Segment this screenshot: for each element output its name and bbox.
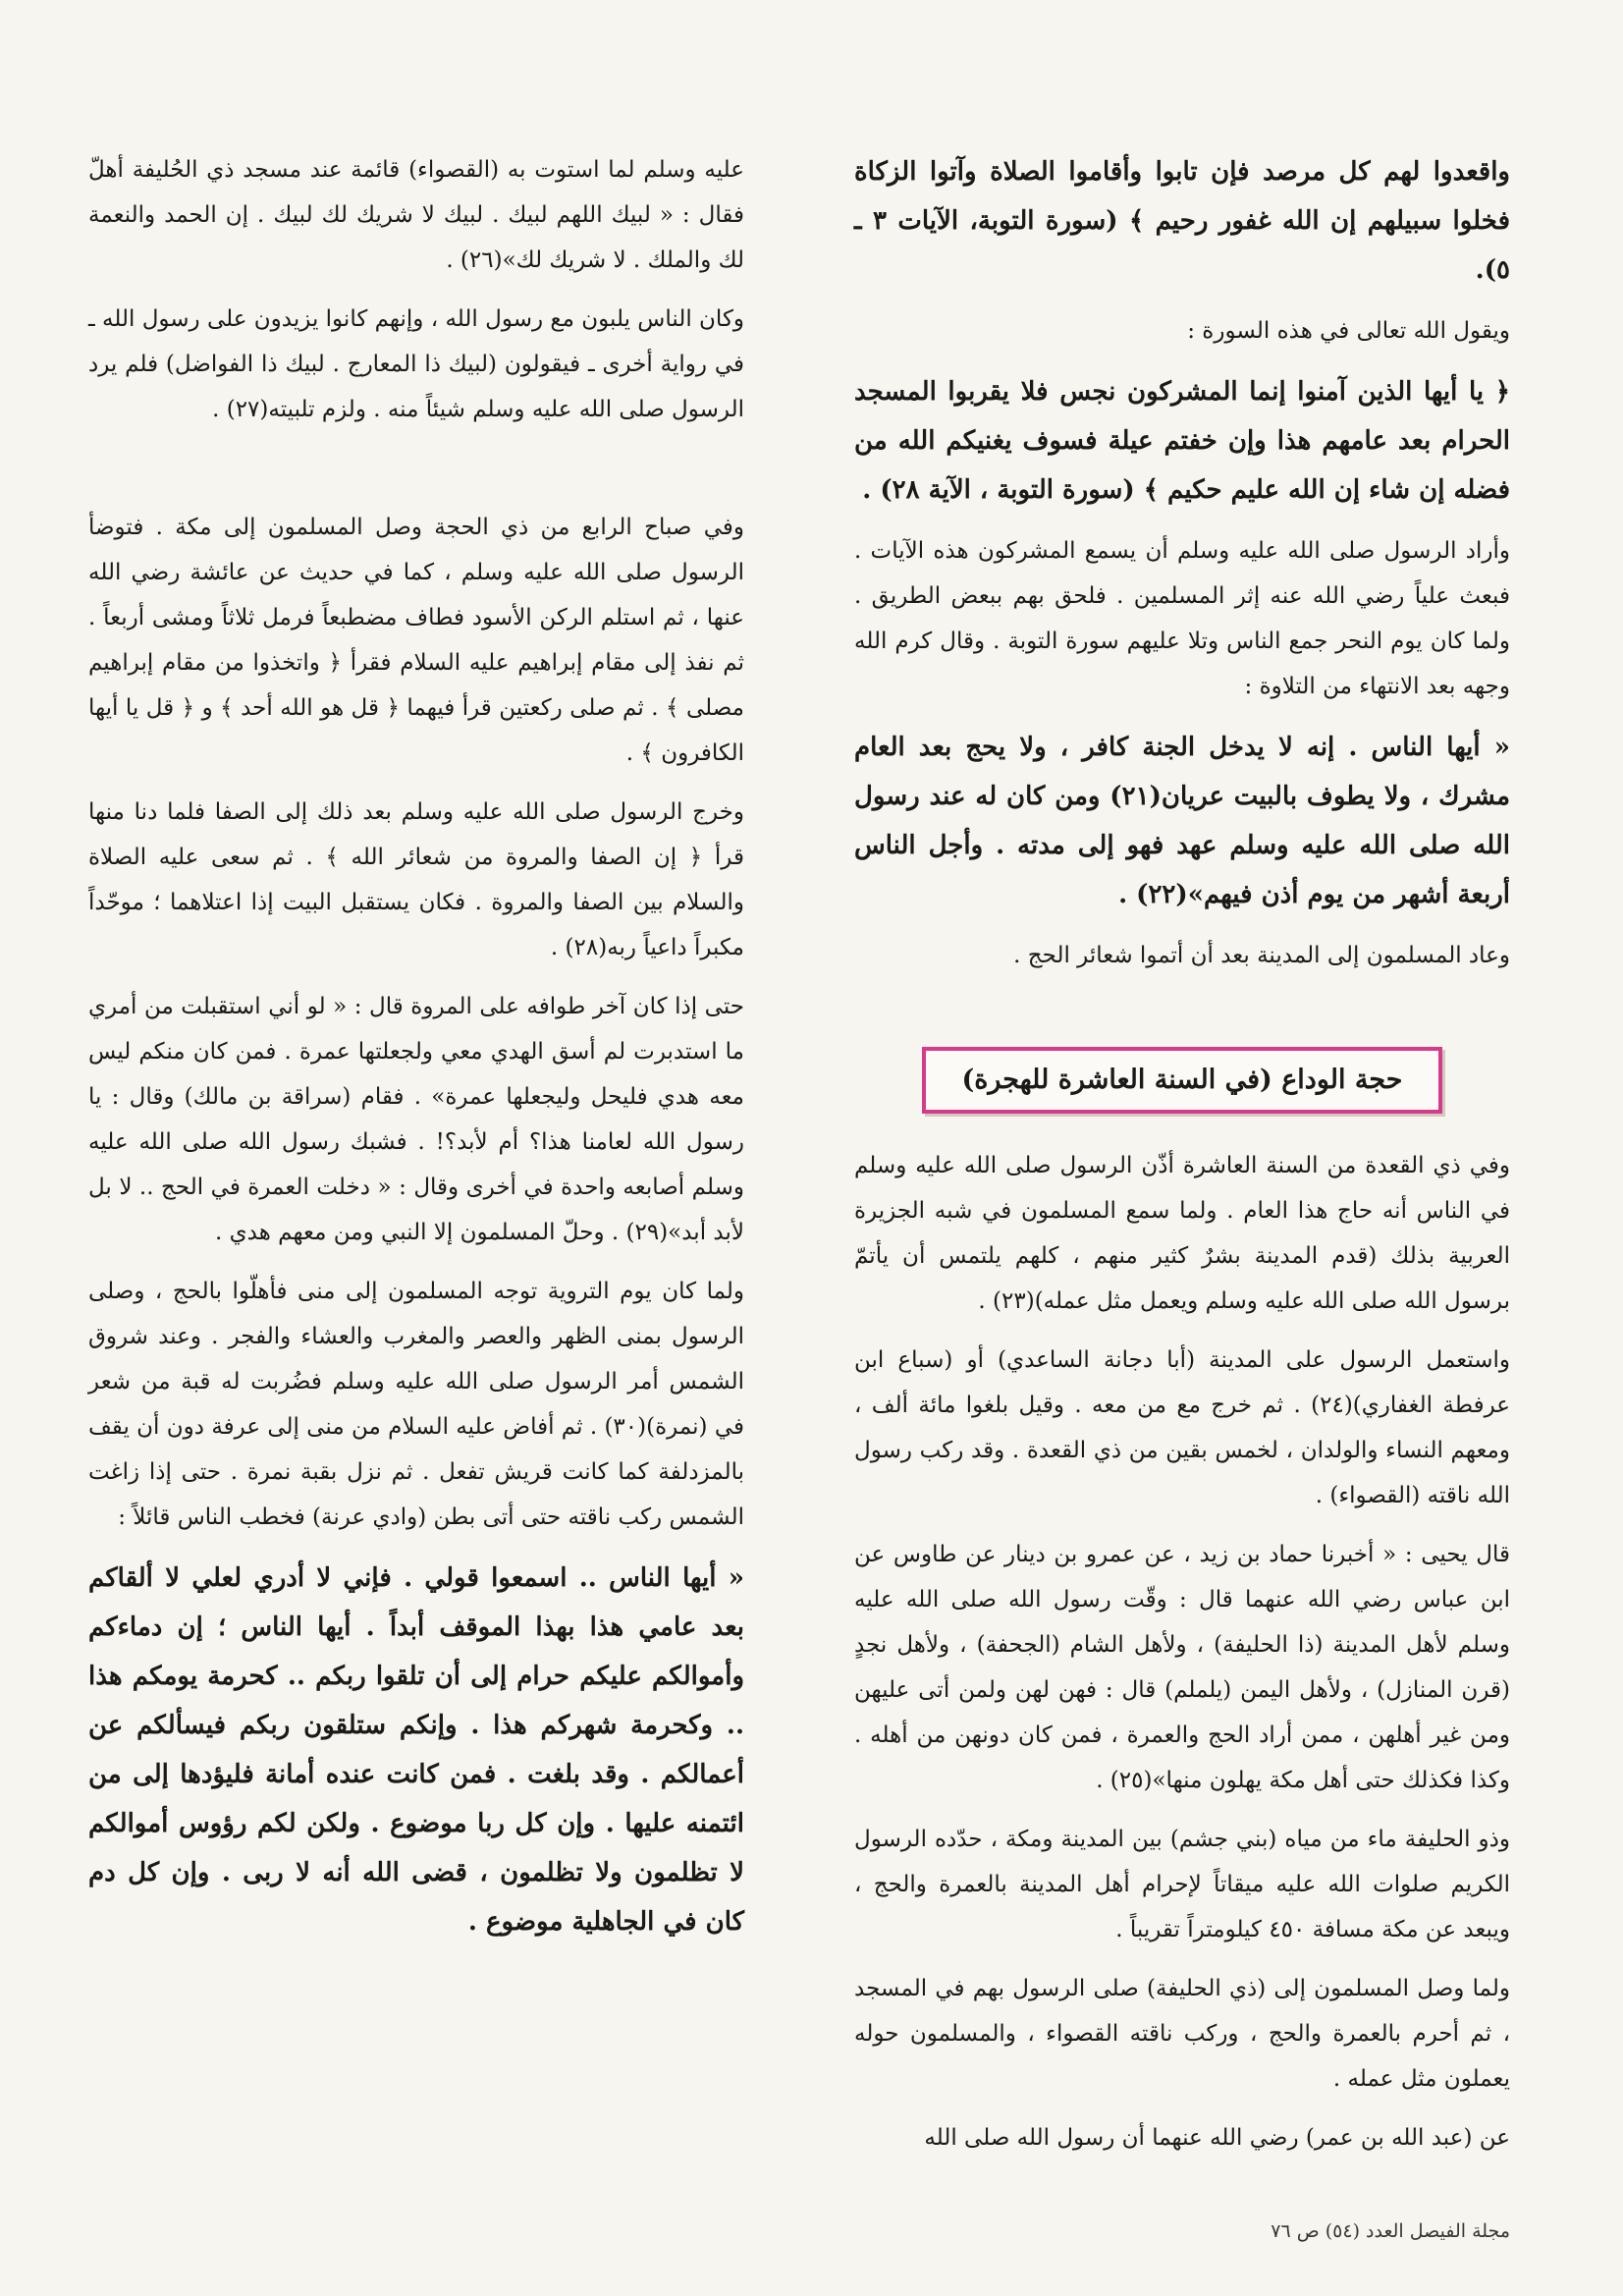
talbiyah-paragraph: عليه وسلم لما استوت به (القصواء) قائمة عند مسجد ذي الحُليفة أهلّ فقال : « لبيك اللهم لبيك . لبيك لا شريك لك لبيك . إن الحمد والنعمة لك والملك . لا شريك لك»(٢٦) . bbox=[88, 157, 744, 273]
paragraph: ويقول الله تعالى في هذه السورة : bbox=[1187, 318, 1510, 344]
page-footer: مجلة الفيصل العدد (٥٤) ص ٧٦ bbox=[1271, 2220, 1510, 2242]
paragraph: وفي صباح الرابع من ذي الحجة وصل المسلمون إلى مكة . فتوضأ الرسول صلى الله عليه وسلم ، كما في حديث عن عائشة رضي الله عنها ، ثم استلم الركن الأسود فطاف مضطبعاً فرمل ثلاثاً ومشى أربعاً . ثم نفذ إلى مقام إبراهيم عليه السلام فقرأ ﴿ واتخذوا من مقام إبراهيم مصلى ﴾ . ثم صلى ركعتين قرأ فيهما ﴿ قل هو الله أحد ﴾ و ﴿ قل يا أيها الكافرون ﴾ . bbox=[88, 515, 744, 766]
paragraph: ولما وصل المسلمون إلى (ذي الحليفة) صلى الرسول بهم في المسجد ، ثم أحرم بالعمرة والحج ، وركب ناقته القصواء ، والمسلمون حوله يعملون مثل عمله . bbox=[854, 1976, 1510, 2092]
ali-proclamation: « أيها الناس . إنه لا يدخل الجنة كافر ، ولا يحج بعد العام مشرك ، ولا يطوف بالبيت عريان(٢١) ومن كان له عند رسول الله صلى الله عليه وسلم عهد فهو إلى مدته . وأجل الناس أربعة أشهر من يوم أذن فيهم»(٢٢) . bbox=[854, 733, 1511, 909]
quran-verse-tawbah-28: ﴿ يا أيها الذين آمنوا إنما المشركون نجس فلا يقربوا المسجد الحرام بعد عامهم هذا وإن خفتم عيلة فسوف يغنيكم الله من فضله إن شاء إن الله عليم حكيم ﴾ (سورة التوبة ، الآية ٢٨) . bbox=[854, 377, 1510, 505]
right-column bbox=[854, 147, 1510, 2174]
farewell-sermon: « أيها الناس .. اسمعوا قولي . فإني لا أدري لعلي لا ألقاكم بعد عامي هذا بهذا الموقف أبداً . أيها الناس ؛ إن دماءكم وأموالكم عليكم حرام إلى أن تلقوا ربكم .. كحرمة يومكم هذا .. وكحرمة شهركم هذا . وإنكم ستلقون ربكم فيسألكم عن أعمالكم . وقد بلغت . فمن كانت عنده أمانة فليؤدها إلى من ائتمنه عليها . وإن كل ربا موضوع . ولكن لكم رؤوس أموالكم لا تظلمون ولا تظلمون ، قضى الله أنه لا ربى . وإن كل دم كان في الجاهلية موضوع . bbox=[88, 1563, 744, 1937]
paragraph: وعاد المسلمون إلى المدينة بعد أن أتموا شعائر الحج . bbox=[1013, 943, 1510, 968]
quran-verse-tawbah-5: واقعدوا لهم كل مرصد فإن تابوا وأقاموا الصلاة وآتوا الزكاة فخلوا سبيلهم إن الله غفور رحيم ﴾ (سورة التوبة، الآيات ٣ ـ ٥). bbox=[854, 157, 1511, 285]
paragraph: عن (عبد الله بن عمر) رضي الله عنهما أن رسول الله صلى الله bbox=[924, 2125, 1510, 2151]
section-heading: حجة الوداع (في السنة العاشرة للهجرة) bbox=[922, 1047, 1441, 1114]
paragraph: وذو الحليفة ماء من مياه (بني جشم) بين المدينة ومكة ، حدّده الرسول الكريم صلوات الله عليه ميقاتاً لإحرام أهل المدينة بالعمرة والحج ، ويبعد عن مكة مسافة ٤٥٠ كيلومتراً تقريباً . bbox=[854, 1827, 1510, 1942]
paragraph: وفي ذي القعدة من السنة العاشرة أذّن الرسول صلى الله عليه وسلم في الناس أنه حاج هذا العام . ولما سمع المسلمون في شبه الجزيرة العربية بذلك (قدم المدينة بشرٌ كثير منهم ، كلهم يلتمس أن يأتمّ برسول الله صلى الله عليه وسلم ويعمل مثل عمله)(٢٣) . bbox=[854, 1153, 1510, 1314]
paragraph: واستعمل الرسول على المدينة (أبا دجانة الساعدي) أو (سباع ابن عرفطة الغفاري)(٢٤) . ثم خرج مع من معه . وقيل بلغوا مائة ألف ، ومعهم النساء والولدان ، لخمس بقين من ذي القعدة . وقد ركب رسول الله ناقته (القصواء) . bbox=[854, 1347, 1510, 1508]
paragraph: ولما كان يوم التروية توجه المسلمون إلى منى فأهلّوا بالحج ، وصلى الرسول بمنى الظهر والعصر والمغرب والعشاء والفجر . وعند شروق الشمس أمر الرسول صلى الله عليه وسلم فضُربت له قبة من شعر في (نمرة)(٣٠) . ثم أفاض عليه السلام من منى إلى عرفة دون أن يقف بالمزدلفة كما كانت قريش تفعل . ثم نزل بقبة نمرة . حتى إذا زاغت الشمس ركب ناقته حتى أتى بطن (وادي عرنة) فخطب الناس قائلاً : bbox=[88, 1279, 744, 1530]
paragraph: وخرج الرسول صلى الله عليه وسلم بعد ذلك إلى الصفا فلما دنا منها قرأ ﴿ إن الصفا والمروة من شعائر الله ﴾ . ثم سعى عليه الصلاة والسلام بين الصفا والمروة . فكان يستقبل البيت إذا اعتلاهما ؛ موحّداً مكبراً داعياً ربه(٢٨) . bbox=[88, 799, 744, 960]
paragraph: وكان الناس يلبون مع رسول الله ، وإنهم كانوا يزيدون على رسول الله ـ في رواية أخرى ـ فيقولون (لبيك ذا المعارج . لبيك ذا الفواضل) فلم يرد الرسول صلى الله عليه وسلم شيئاً منه . ولزم تلبيته(٢٧) . bbox=[87, 306, 744, 422]
paragraph: وأراد الرسول صلى الله عليه وسلم أن يسمع المشركون هذه الآيات . فبعث علياً رضي الله عنه إثر المسلمين . فلحق بهم ببعض الطريق . ولما كان يوم النحر جمع الناس وتلا عليهم سورة التوبة . وقال كرم الله وجهه بعد الانتهاء من التلاوة : bbox=[854, 538, 1510, 699]
paragraph: قال يحيى : « أخبرنا حماد بن زيد ، عن عمرو بن دينار عن طاوس عن ابن عباس رضي الله عنهما قال : وقّت رسول الله صلى الله عليه وسلم لأهل المدينة (ذا الحليفة) ، ولأهل الشام (الجحفة) ، ولأهل نجدٍ (قرن المنازل) ، ولأهل اليمن (يلملم) قال : فهن لهن ولمن أتى عليهن ومن غير أهلهن ، ممن أراد الحج والعمرة ، فمن كان دونهن من أهله . وكذا فكذلك حتى أهل مكة يهلون منها»(٢٥) . bbox=[854, 1542, 1510, 1793]
left-column bbox=[88, 147, 744, 1960]
section-heading-wrap bbox=[854, 1047, 1510, 1114]
paragraph: حتى إذا كان آخر طوافه على المروة قال : « لو أني استقبلت من أمري ما استدبرت لم أسق الهدي معي ولجعلتها عمرة . فمن كان منكم ليس معه هدي فليحل وليجعلها عمرة» . فقام (سراقة بن مالك) وقال : يا رسول الله لعامنا هذا؟ أم لأبد؟! . فشبك رسول الله صلى الله عليه وسلم أصابعه واحدة في أخرى وقال : « دخلت العمرة في الحج .. لا بل لأبد أبد»(٢٩) . وحلّ المسلمون إلا النبي ومن معهم هدي . bbox=[88, 994, 744, 1245]
